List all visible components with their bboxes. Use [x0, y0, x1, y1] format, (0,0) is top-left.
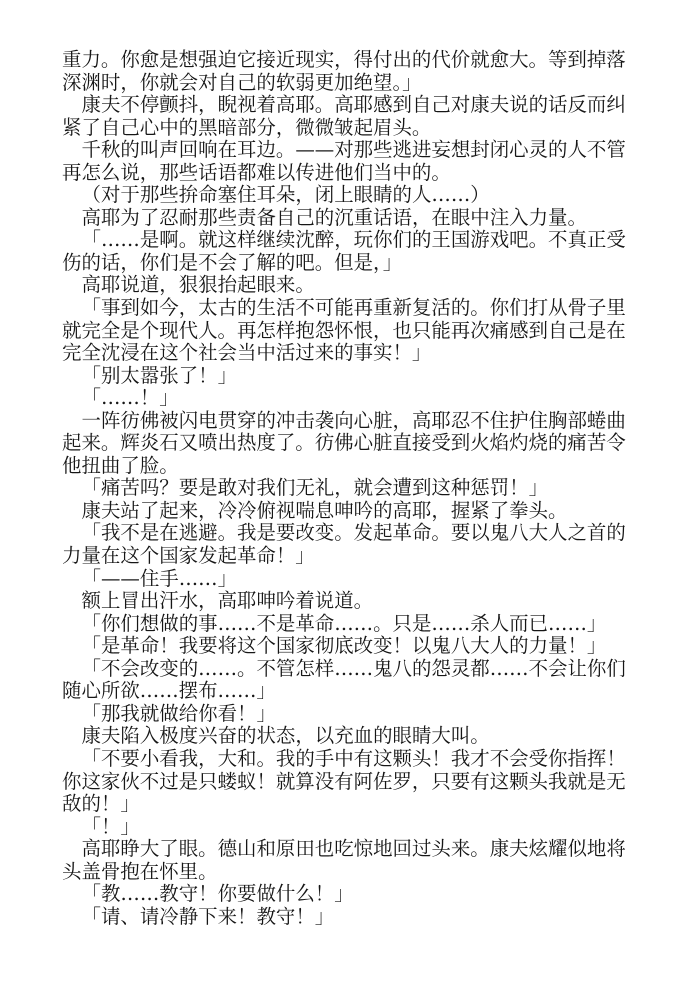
- dialogue: [62, 365, 642, 388]
- paragraph: [62, 139, 642, 184]
- text-line: 额上冒出汗水，高耶呻吟着说道。: [81, 589, 374, 613]
- text-line: 「那我就做给你看！」: [81, 701, 276, 725]
- paragraph: [62, 590, 642, 613]
- dialogue: [62, 658, 642, 703]
- text-line: 「别太嚣张了！」: [81, 363, 238, 387]
- paragraph: [62, 94, 642, 139]
- text-line: 力量在这个国家发起革命！」: [62, 544, 315, 568]
- text-line: 高耶说道，狠狠抬起眼来。: [81, 273, 315, 297]
- text-line: 「痛苦吗？要是敢对我们无礼，就会遭到这种惩罚！」: [81, 476, 549, 500]
- dialogue: [62, 703, 642, 726]
- text-line: 高耶睁大了眼。德山和原田也吃惊地回过头来。康夫炫耀似地将: [81, 837, 626, 861]
- text-line: 「不会改变的……。不管怎样……鬼八的怨灵都……不会让你们: [81, 656, 626, 680]
- text-line: 高耶为了忍耐那些责备自己的沉重话语，在眼中注入力量。: [81, 205, 587, 229]
- body-text: [62, 49, 642, 928]
- dialogue: [62, 748, 642, 816]
- paragraph: [62, 410, 642, 478]
- dialogue: [62, 883, 642, 906]
- paragraph: [62, 725, 642, 748]
- text-line: 「是革命！我要将这个国家彻底改变！以鬼八大人的力量！」: [81, 634, 607, 658]
- text-line: 「我不是在逃避。我是要改变。发起革命。要以鬼八大人之首的: [81, 521, 626, 545]
- text-line: 头盖骨抱在怀里。: [62, 859, 218, 883]
- text-line: 起来。辉炎石又喷出热度了。彷佛心脏直接受到火焰灼烧的痛苦令: [62, 431, 626, 455]
- text-line: 「……！」: [81, 386, 179, 410]
- text-line: 随心所欲……摆布……」: [62, 679, 276, 703]
- text-line: 康夫不停颤抖，睨视着高耶。高耶感到自己对康夫说的话反而纠: [81, 93, 626, 117]
- text-line: 千秋的叫声回响在耳边。——对那些逃进妄想封闭心灵的人不管: [81, 138, 626, 162]
- paragraph: [62, 49, 642, 94]
- paragraph: [62, 838, 642, 883]
- text-line: 「！」: [81, 814, 140, 838]
- text-line: 他扭曲了脸。: [62, 453, 179, 477]
- text-line: 「……是啊。就这样继续沈醉，玩你们的王国游戏吧。不真正受: [81, 228, 626, 252]
- dialogue: [62, 387, 642, 410]
- paragraph: [62, 274, 642, 297]
- text-line: 「事到如今，太古的生活不可能再重新复活的。你们打从骨子里: [81, 296, 626, 320]
- text-line: 「教……教守！你要做什么！」: [81, 882, 354, 906]
- dialogue: [62, 906, 642, 929]
- text-line: 「——住手……」: [81, 566, 238, 590]
- dialogue: [62, 229, 642, 274]
- text-line: 深渊时，你就会对自己的软弱更加绝望。」: [62, 70, 422, 94]
- text-line: 伤的话，你们是不会了解的吧。但是，」: [62, 250, 403, 274]
- text-line: 紧了自己心中的黑暗部分，微微皱起眉头。: [62, 115, 432, 139]
- dialogue: [62, 816, 642, 839]
- text-line: 再怎么说，那些话语都难以传进他们当中的。: [62, 160, 451, 184]
- text-line: 康夫站了起来，冷冷俯视喘息呻吟的高耶，握紧了拳头。: [81, 498, 568, 522]
- dialogue: [62, 613, 642, 636]
- dialogue: [62, 635, 642, 658]
- dialogue: [62, 297, 642, 365]
- text-line: 重力。你愈是想强迫它接近现实，得付出的代价就愈大。等到掉落: [62, 48, 626, 71]
- dialogue: [62, 522, 642, 567]
- text-line: 一阵彷佛被闪电贯穿的冲击袭向心脏，高耶忍不住护住胸部蜷曲: [81, 408, 626, 432]
- text-line: 敌的！」: [62, 792, 140, 816]
- text-line: 就完全是个现代人。再怎样抱怨怀恨，也只能再次痛感到自己是在: [62, 318, 626, 342]
- text-line: 完全沈浸在这个社会当中活过来的事实！」: [62, 341, 432, 365]
- text-line: 「你们想做的事……不是革命……。只是……杀人而已……」: [81, 611, 607, 635]
- text-line: 「不要小看我，大和。我的手中有这颗头！我才不会受你指挥！: [81, 746, 626, 770]
- text-line: 康夫陷入极度兴奋的状态，以充血的眼睛大叫。: [81, 724, 490, 748]
- dialogue: [62, 568, 642, 591]
- text-line: 「请、请冷静下来！教守！」: [81, 904, 335, 928]
- text-line: （对于那些拚命塞住耳朵，闭上眼睛的人……）: [81, 183, 490, 207]
- paragraph: [62, 207, 642, 230]
- paragraph: [62, 500, 642, 523]
- text-line: 你这家伙不过是只蝼蚁！就算没有阿佐罗，只要有这颗头我就是无: [62, 769, 626, 793]
- inner-thought: [62, 184, 642, 207]
- dialogue: [62, 477, 642, 500]
